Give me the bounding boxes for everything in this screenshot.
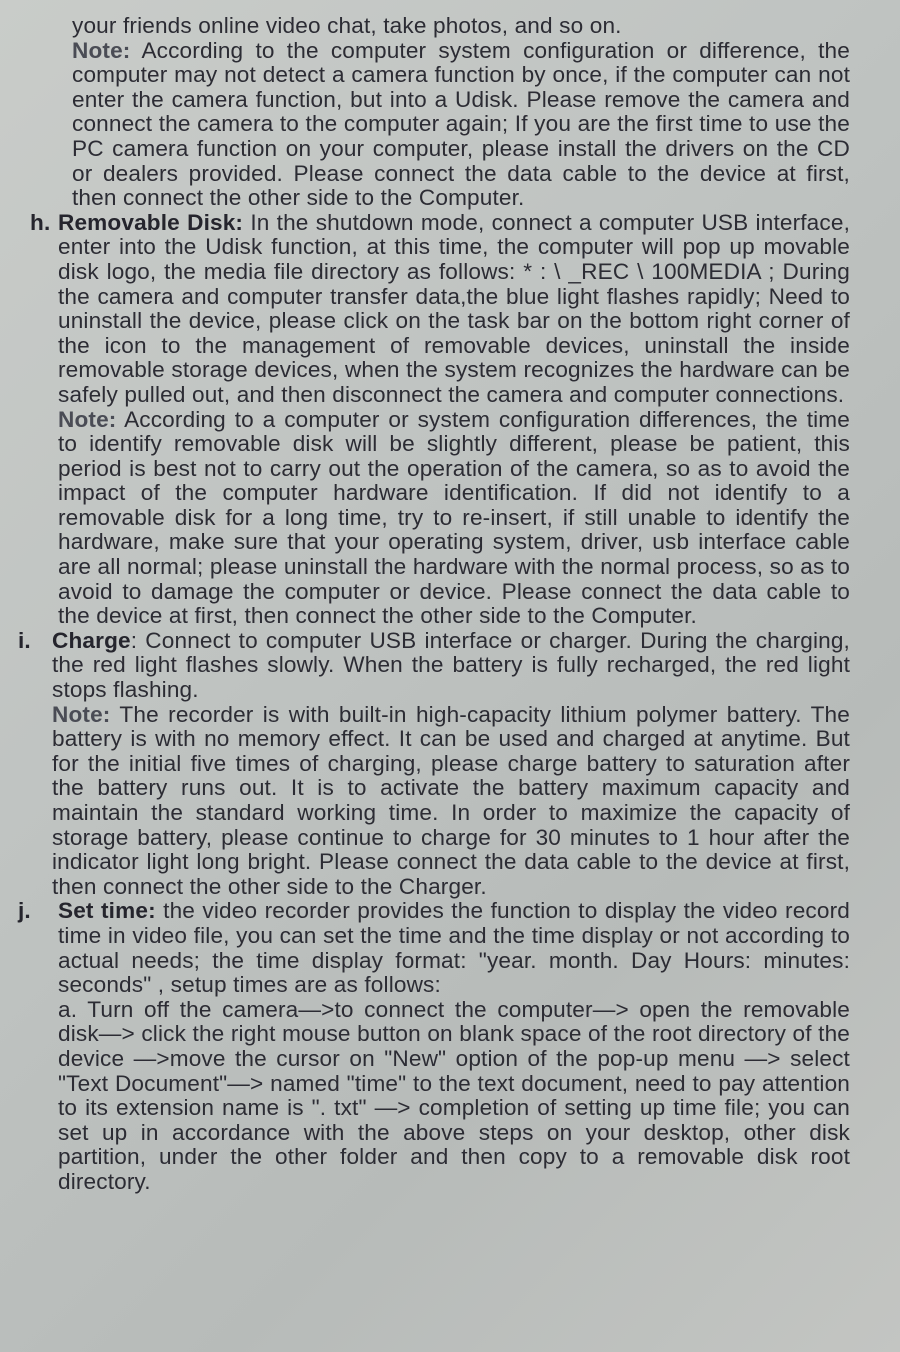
set-time-step-a: a. Turn off the camera—>to connect the computer—> open the removable disk—> click the right mouse button on blank space of the root directory of the device —>move the cursor on "New" option of the pop-up menu —> select "Text Document"—> named "time" to the text document, need to pay attention to its extension name is ". txt" —> completion of setting up time file; you can set up in accordance with the above steps on your desktop, other disk partition, under the other folder and then copy to a removable disk root directory. <box>58 996 850 1194</box>
set-time-text <box>58 899 850 997</box>
section-marker: i. <box>18 627 31 653</box>
intro-line: your friends online video chat, take photos, and so on. <box>72 13 622 38</box>
section-heading: Charge <box>52 627 131 653</box>
note-h <box>58 408 850 629</box>
section-heading: Set time: <box>58 898 156 924</box>
note-label: Note: <box>58 406 117 432</box>
charge-text <box>52 629 850 703</box>
section-body: : Connect to computer USB interface or charger. During the charging, the red light flashes slowly. When the battery is fully recharged, the red light stops flashing. <box>52 627 850 703</box>
note-label: Note: <box>72 37 131 63</box>
note-g-text: According to the computer system configuration or difference, the computer may not detect a camera function by once, if the computer can not enter the camera function, but into a Udisk. Please remove the camera and connect the camera to the computer again; If you are the first time to use the PC camera function on your computer, please install the drivers on the CD or dealers provided. Please connect the data cable to the device at first, then connect the other side to the Computer. <box>72 37 850 211</box>
section-charge <box>0 629 850 900</box>
note-h-text: According to a computer or system configuration differences, the time to identify removable disk will be slightly different, please be patient, this period is best not to carry out the operation of the camera, so as to avoid the impact of the computer hardware identification. If did not identify to a removable disk for a long time, try to re-insert, if still unable to identify the hardware, make sure that your operating system, driver, usb interface cable are all normal; please uninstall the hardware with the normal process, so as to avoid to damage the computer or device. Please connect the data cable to the device at first, then connect the other side to the Computer. <box>58 406 850 629</box>
section-body: the video recorder provides the function to display the video record time in video file, you can set the time and the time display or not according to actual needs; the time display format: "year. month. Day Hours: minutes: seconds" , setup times are as follows: <box>58 898 850 998</box>
note-i-text: The recorder is with built-in high-capacity lithium polymer battery. The battery is with no memory effect. It can be used and charged at anytime. But for the initial five times of charging, please charge battery to saturation after the battery runs out. It is to activate the battery maximum capacity and maintain the standard working time. In order to maximize the capacity of storage battery, please continue to charge for 30 minutes to 1 hour after the indicator light long bright. Please connect the data cable to the device at first, then connect the other side to the Charger. <box>52 701 850 899</box>
note-g <box>72 39 850 211</box>
section-removable-disk <box>0 211 850 629</box>
section-g-continuation <box>0 14 850 211</box>
removable-disk-text <box>58 211 850 408</box>
section-heading: Removable Disk: <box>58 209 244 235</box>
section-set-time <box>0 899 850 1194</box>
section-marker: j. <box>18 898 31 924</box>
note-label: Note: <box>52 701 111 727</box>
note-i <box>52 703 850 900</box>
section-body: In the shutdown mode, connect a computer USB interface, enter into the Udisk function, at this time, the computer will pop up movable disk logo, the media file directory as follows: * : \ _REC \ 100MEDIA ; During the camera and computer transfer data,the blue light flashes rapidly; Need to uninstall the device, please click on the task bar on the bottom right corner of the icon to the management of removable devices, uninstall the inside removable storage devices, when the system recognizes the hardware can be safely pulled out, and then disconnect the camera and computer connections. <box>58 209 850 407</box>
section-marker: h. <box>30 209 51 235</box>
